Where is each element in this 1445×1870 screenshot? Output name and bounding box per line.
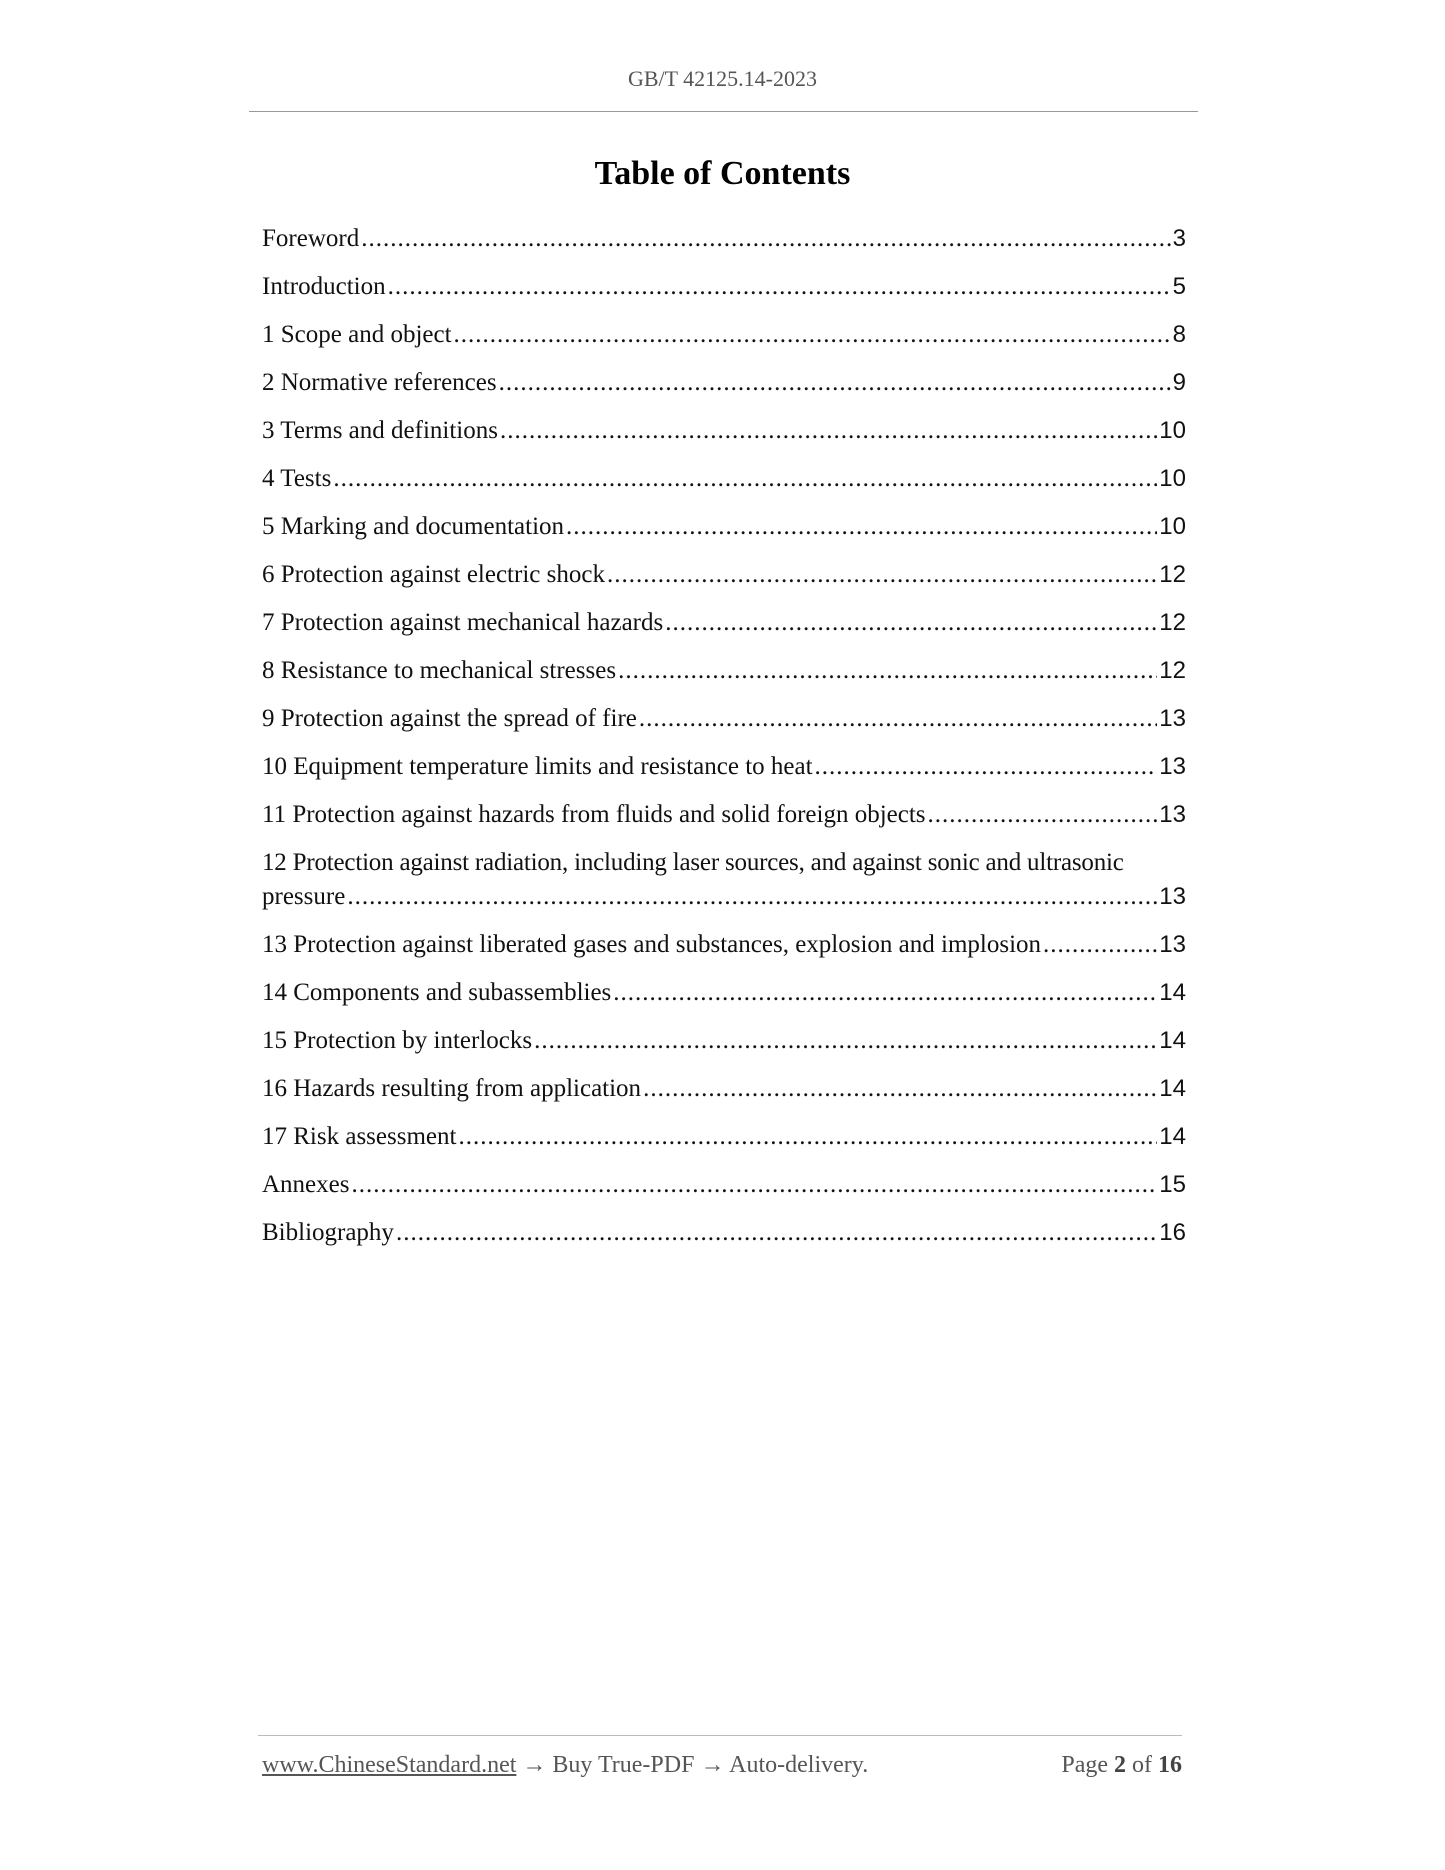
page-total: 16 — [1158, 1752, 1182, 1778]
toc-entry-label: 6 Protection against electric shock — [262, 561, 605, 588]
toc-entry-label: 9 Protection against the spread of fire — [262, 705, 637, 732]
toc-leader-dots — [534, 1024, 1157, 1058]
toc-leader-dots — [815, 750, 1158, 784]
toc-leader-dots — [499, 366, 1171, 400]
toc-entry-label: 15 Protection by interlocks — [262, 1027, 533, 1054]
toc-entry-label: 2 Normative references — [262, 369, 497, 396]
toc-entry-page: 14 — [1159, 1075, 1186, 1102]
toc-entry-page: 14 — [1159, 979, 1186, 1006]
toc-entry-page: 13 — [1159, 931, 1186, 958]
toc-leader-dots — [613, 976, 1157, 1010]
page-current: 2 — [1114, 1752, 1126, 1778]
toc-entry-14[interactable] — [262, 976, 1186, 1010]
toc-entry-label: 5 Marking and documentation — [262, 513, 565, 540]
toc-leader-dots — [665, 606, 1157, 640]
toc-entry-8[interactable] — [262, 654, 1186, 688]
toc-entry-page: 10 — [1159, 513, 1186, 540]
arrow-right-icon: → — [700, 1752, 725, 1778]
toc-entry-label: 10 Equipment temperature limits and resistance to heat — [262, 753, 813, 780]
toc-entry-2[interactable] — [262, 366, 1186, 400]
standard-id: GB/T 42125.14-2023 — [627, 66, 818, 91]
toc-entry-label: Annexes — [262, 1171, 350, 1198]
toc-entry-17[interactable] — [262, 1120, 1186, 1154]
toc-entry-label: Bibliography — [262, 1219, 394, 1246]
toc-leader-dots — [607, 558, 1157, 592]
toc-leader-dots — [333, 462, 1157, 496]
toc-entry-page: 10 — [1159, 417, 1186, 444]
toc-entry-label: 16 Hazards resulting from application — [262, 1075, 642, 1102]
toc-entry-page: 13 — [1159, 801, 1186, 828]
toc-entry-label: 7 Protection against mechanical hazards — [262, 609, 664, 636]
toc-entry-label: 8 Resistance to mechanical stresses — [262, 657, 617, 684]
toc-entry-page: 15 — [1159, 1171, 1186, 1198]
toc-leader-dots — [396, 1216, 1157, 1250]
page-header — [0, 66, 1445, 92]
page-word: Page — [1061, 1752, 1108, 1778]
toc-entry-page: 3 — [1172, 225, 1186, 252]
toc-leader-dots — [639, 702, 1157, 736]
toc-entry-label: 14 Components and subassemblies — [262, 979, 612, 1006]
toc-leader-dots — [388, 270, 1171, 304]
toc-entry-label: pressure — [262, 883, 346, 910]
toc-entry-label: 4 Tests — [262, 465, 332, 492]
toc-entry-label: 11 Protection against hazards from fluids and solid foreign objects — [262, 801, 926, 828]
of-word: of — [1132, 1752, 1152, 1778]
page-indicator — [1061, 1752, 1182, 1779]
toc-entry-label: 13 Protection against liberated gases and substances, explosion and implosion — [262, 931, 1042, 958]
toc-leader-dots — [566, 510, 1157, 544]
toc-entry-page: 5 — [1172, 273, 1186, 300]
toc-entry-page: 12 — [1159, 609, 1186, 636]
toc-entry-10[interactable] — [262, 750, 1186, 784]
toc-entry-6[interactable] — [262, 558, 1186, 592]
toc-leader-dots — [351, 1168, 1157, 1202]
toc-entry-label: 3 Terms and definitions — [262, 417, 498, 444]
toc-entry-16[interactable] — [262, 1072, 1186, 1106]
toc-entry-foreword[interactable] — [262, 222, 1186, 256]
toc-leader-dots — [643, 1072, 1157, 1106]
toc-entry-continuation — [262, 880, 1186, 914]
footer-left — [262, 1752, 868, 1779]
toc-entry-label: 1 Scope and object — [262, 321, 452, 348]
toc-entry-9[interactable] — [262, 702, 1186, 736]
toc-leader-dots — [458, 1120, 1157, 1154]
toc-entry-label: 12 Protection against radiation, including laser sources, and against sonic and ultrasonic — [262, 849, 1124, 876]
toc-leader-dots — [1043, 928, 1157, 962]
toc-entry-page: 13 — [1159, 753, 1186, 780]
toc-entry-4[interactable] — [262, 462, 1186, 496]
toc-entry-label: Foreword — [262, 225, 360, 252]
toc-entry-page: 13 — [1159, 705, 1186, 732]
toc-entry-annexes[interactable] — [262, 1168, 1186, 1202]
toc-leader-dots — [361, 222, 1170, 256]
website-link[interactable]: www.ChineseStandard.net — [262, 1752, 517, 1778]
toc-entry-1[interactable] — [262, 318, 1186, 352]
toc-entry-bibliography[interactable] — [262, 1216, 1186, 1250]
page-footer — [262, 1752, 1182, 1786]
toc-entry-page: 10 — [1159, 465, 1186, 492]
toc-entry-page: 12 — [1159, 561, 1186, 588]
toc-entry-page: 16 — [1159, 1219, 1186, 1246]
toc-entry-label: 17 Risk assessment — [262, 1123, 457, 1150]
arrow-right-icon: → — [522, 1752, 547, 1778]
toc-entry-page: 14 — [1159, 1027, 1186, 1054]
toc-entry-page: 8 — [1172, 321, 1186, 348]
toc-entry-11[interactable] — [262, 798, 1186, 832]
toc-title: Table of Contents — [594, 155, 851, 192]
toc-list — [262, 222, 1186, 1264]
toc-entry-12[interactable] — [262, 846, 1186, 914]
toc-entry-15[interactable] — [262, 1024, 1186, 1058]
toc-entry-introduction[interactable] — [262, 270, 1186, 304]
toc-entry-page: 13 — [1159, 883, 1186, 910]
toc-entry-5[interactable] — [262, 510, 1186, 544]
toc-entry-13[interactable] — [262, 928, 1186, 962]
toc-leader-dots — [618, 654, 1157, 688]
toc-leader-dots — [347, 880, 1157, 914]
toc-leader-dots — [500, 414, 1157, 448]
buy-text: Buy True-PDF — [552, 1752, 695, 1778]
header-divider — [249, 111, 1198, 112]
toc-entry-page: 9 — [1172, 369, 1186, 396]
toc-entry-7[interactable] — [262, 606, 1186, 640]
toc-entry-3[interactable] — [262, 414, 1186, 448]
delivery-text: Auto-delivery. — [729, 1752, 869, 1778]
toc-entry-page: 12 — [1159, 657, 1186, 684]
footer-divider — [258, 1735, 1182, 1736]
toc-leader-dots — [928, 798, 1158, 832]
toc-entry-label: Introduction — [262, 273, 386, 300]
toc-entry-page: 14 — [1159, 1123, 1186, 1150]
toc-leader-dots — [454, 318, 1171, 352]
